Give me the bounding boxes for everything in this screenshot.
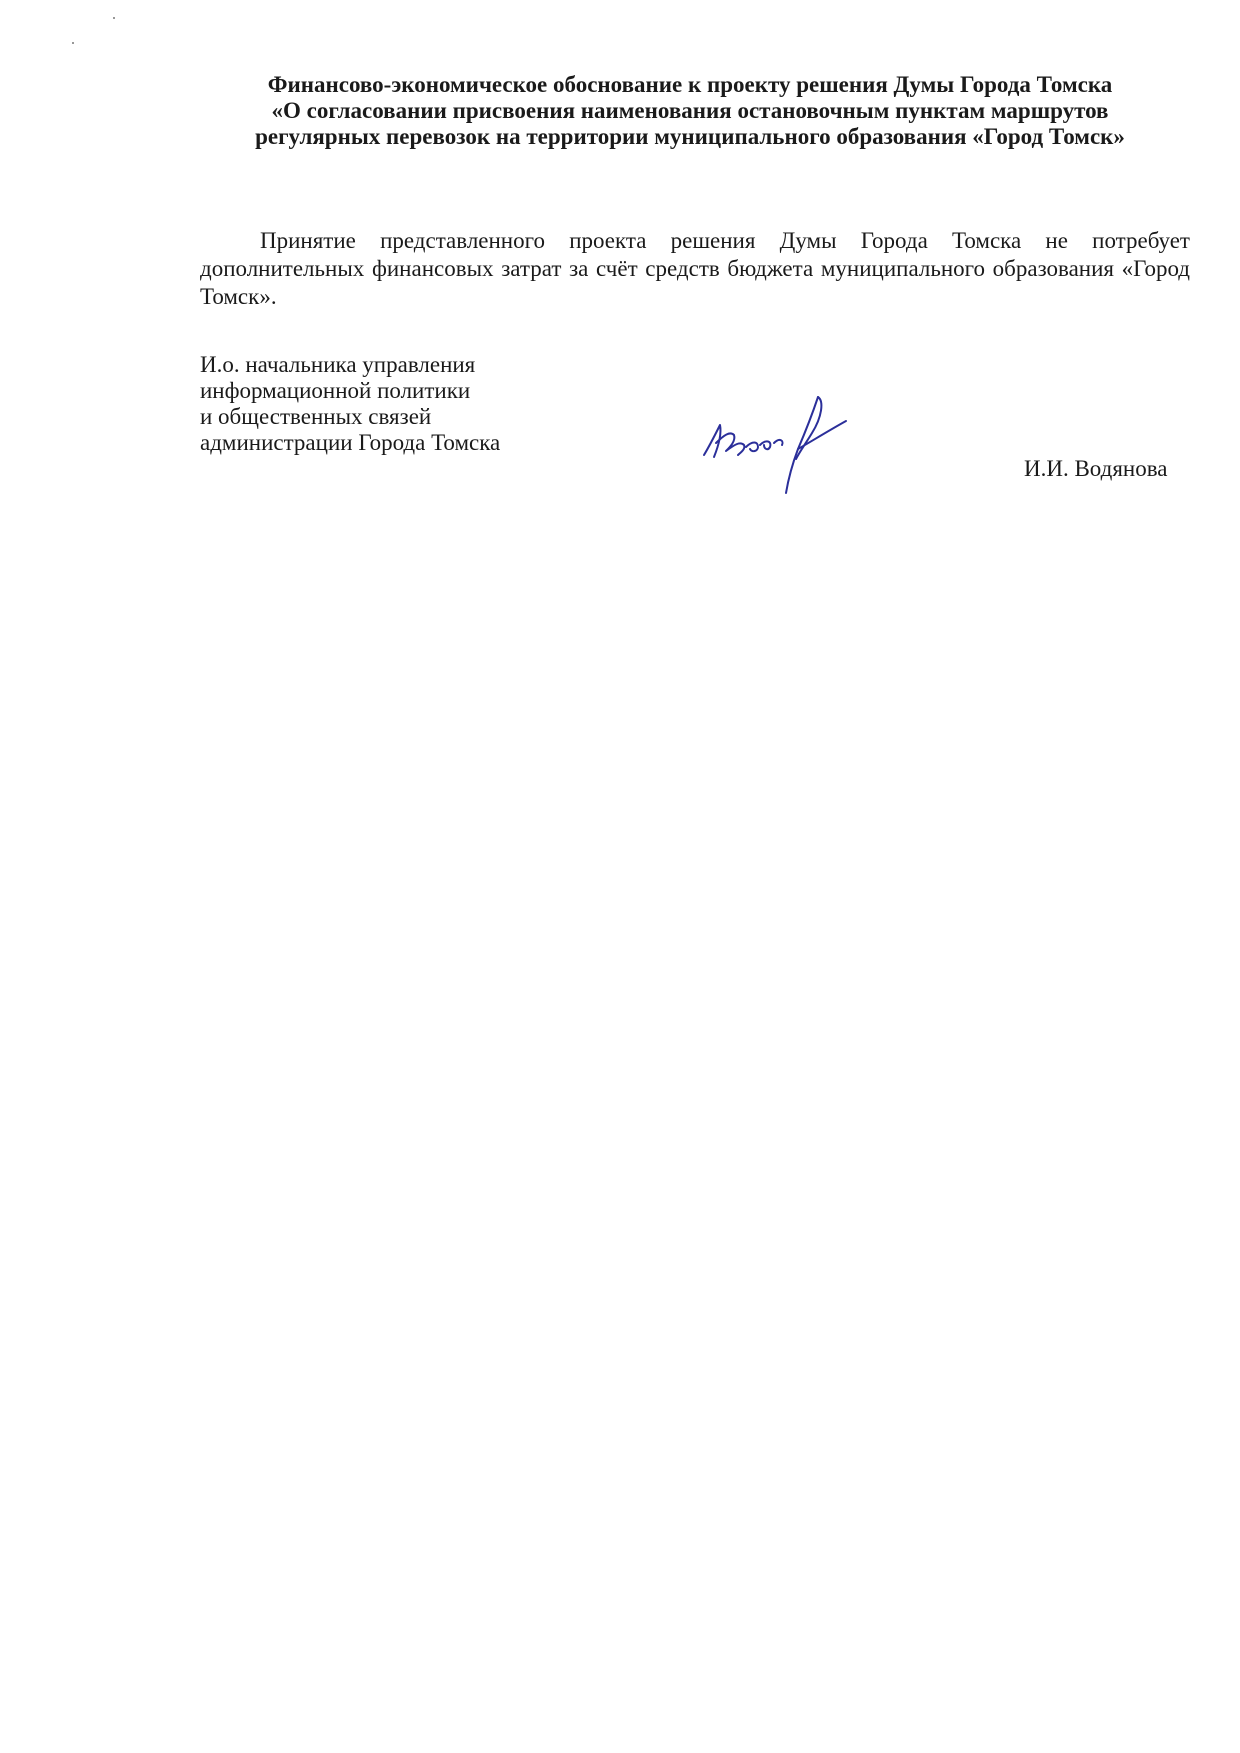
signer-name: И.И. Водянова: [1024, 456, 1168, 481]
scan-speck: [72, 42, 74, 44]
document-title: [200, 72, 1180, 150]
title-line-3: регулярных перевозок на территории муниципального образования «Город Томск»: [255, 124, 1125, 149]
signer-position-line-1: И.о. начальника управления: [200, 352, 476, 377]
signer-position-line-2: информационной политики: [200, 378, 471, 403]
scan-speck: [113, 17, 115, 19]
signer-position-line-4: администрации Города Томска: [200, 430, 501, 455]
signer-position-line-3: и общественных связей: [200, 404, 432, 429]
title-line-1: Финансово-экономическое обоснование к проекту решения Думы Города Томска: [267, 72, 1113, 97]
title-line-2: «О согласовании присвоения наименования остановочным пунктам маршрутов: [271, 98, 1109, 123]
handwritten-signature: [700, 385, 870, 500]
signer-position: [200, 352, 500, 456]
body-paragraph: Принятие представленного проекта решения Думы Города Томска не потребует дополнительных финансовых затрат за счёт средств бюджета муниципального образования «Город Томск».: [200, 228, 1190, 309]
